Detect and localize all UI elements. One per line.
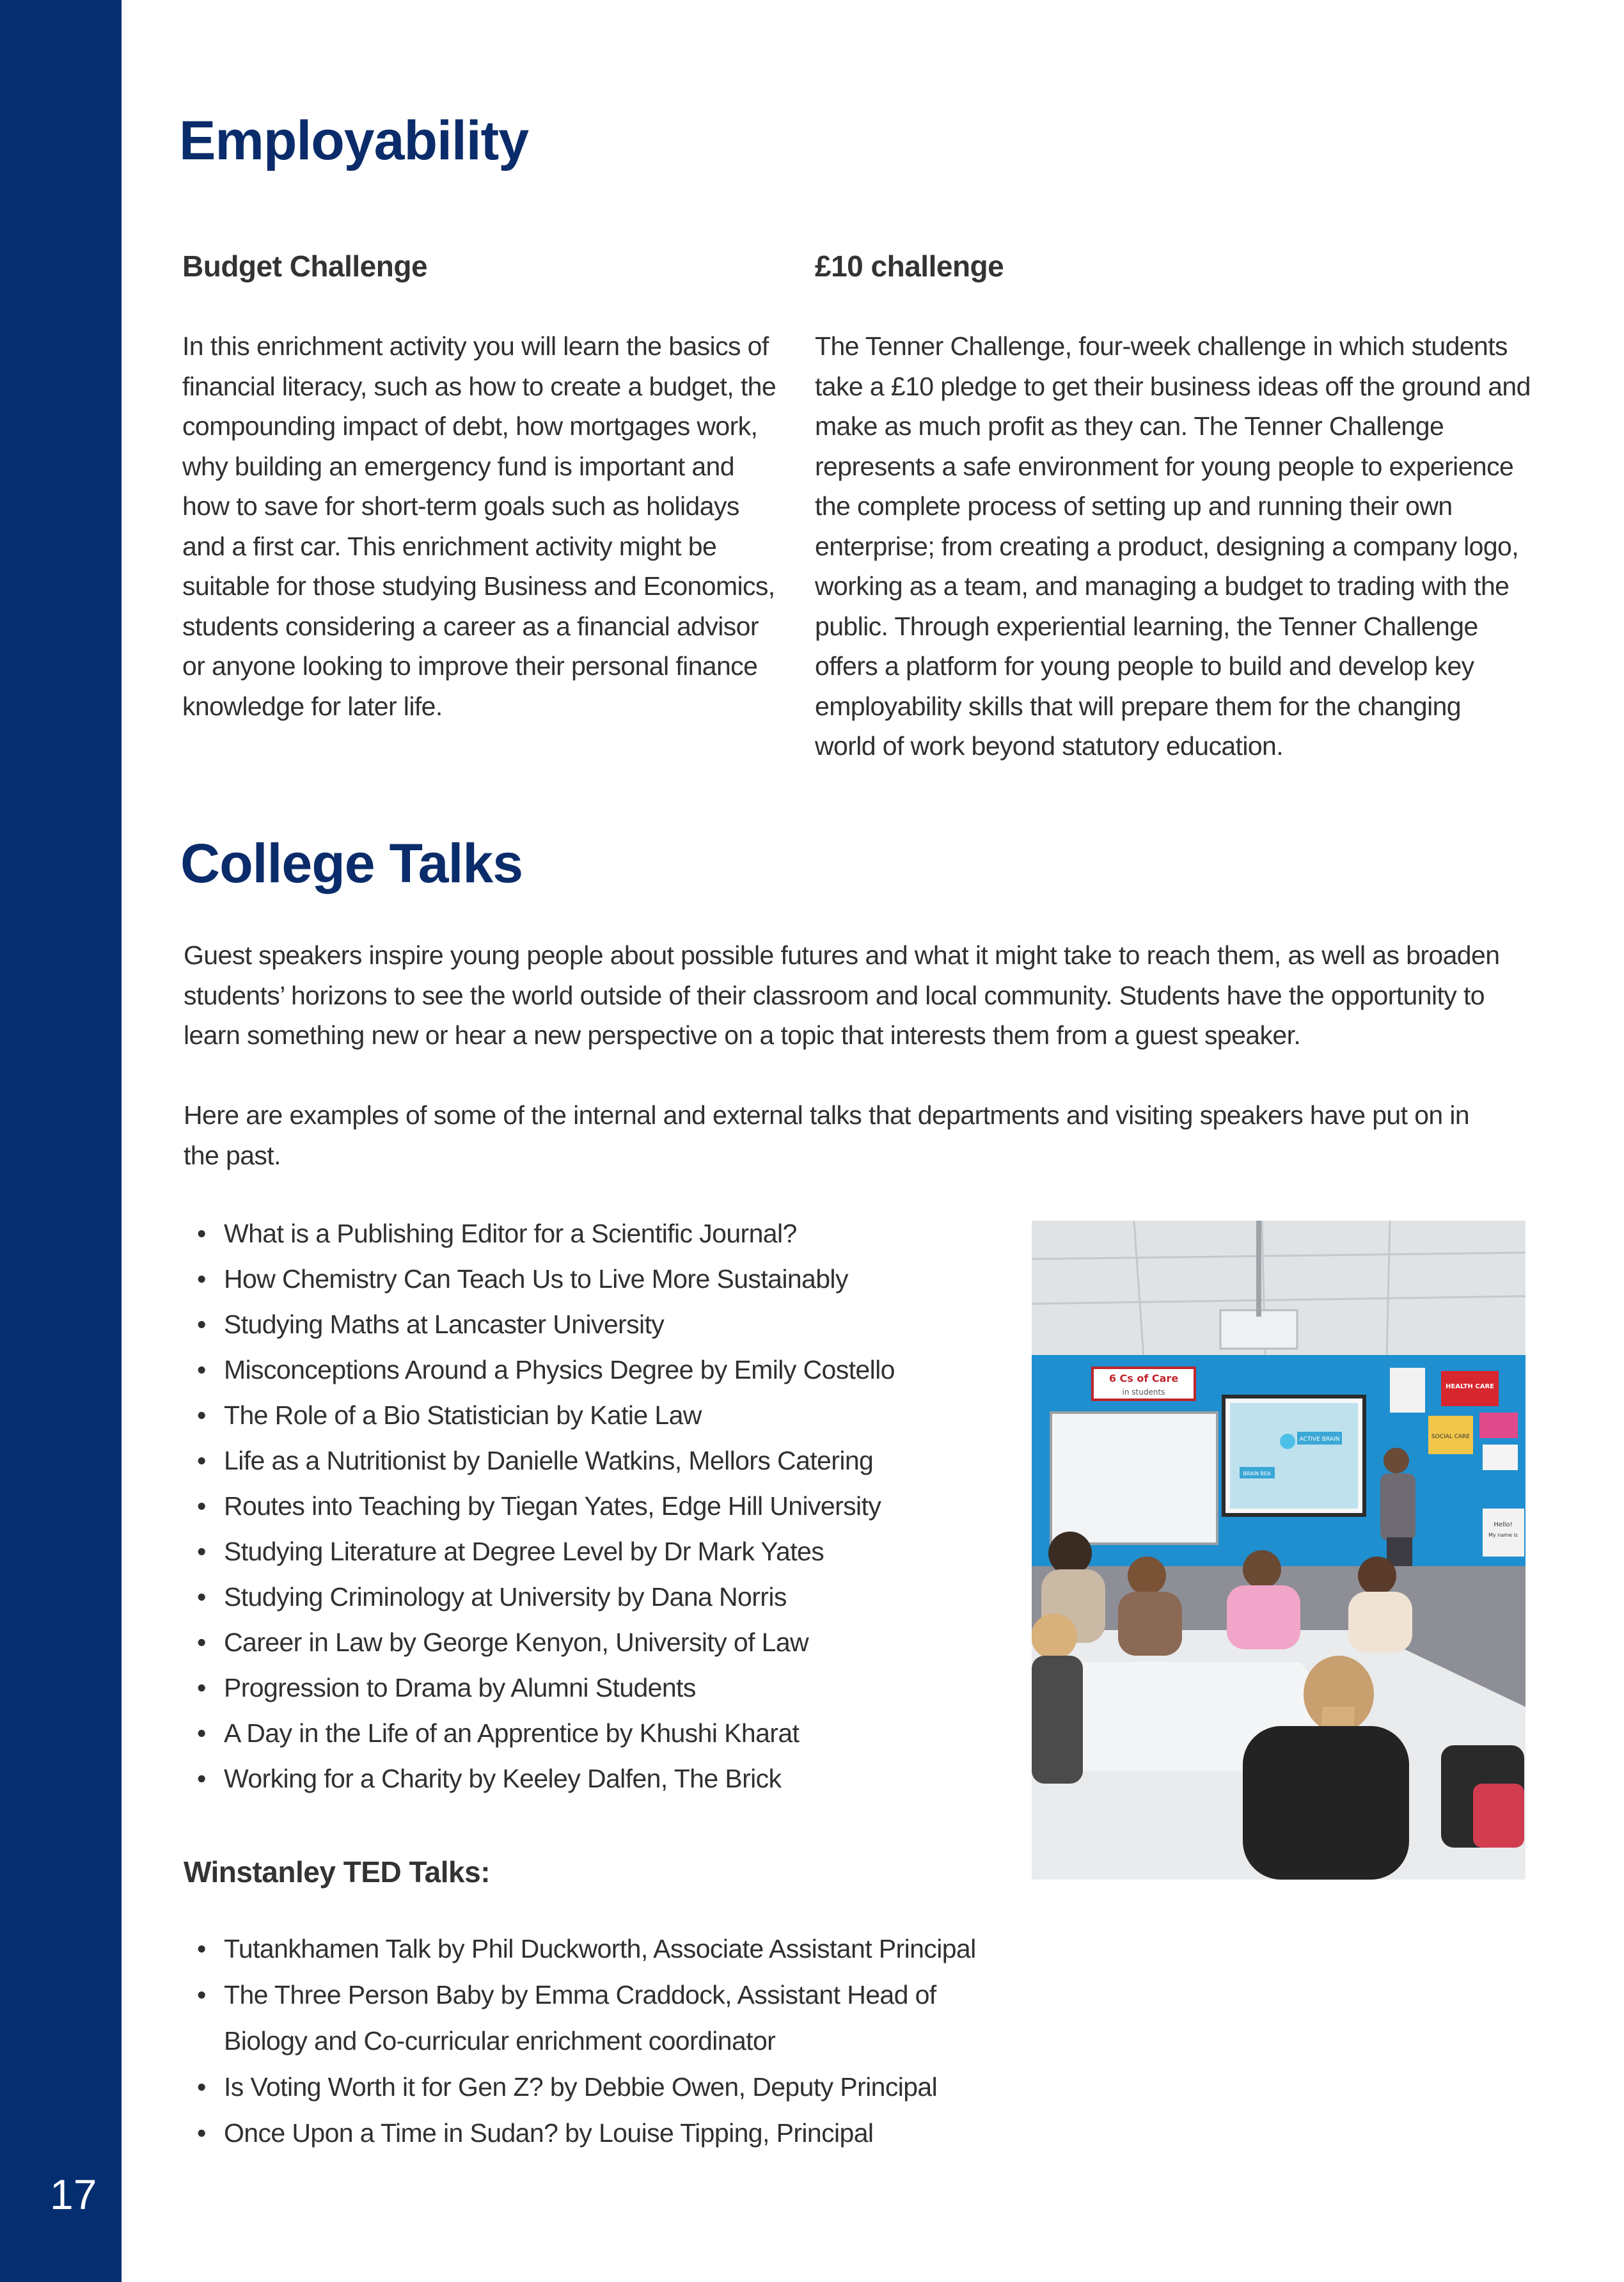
talks-list [185, 1211, 1017, 1802]
text-line: offers a platform for young people to build and develop key [815, 651, 1474, 681]
list-item: • Working for a Charity by Keeley Dalfen, The Brick [185, 1756, 1017, 1802]
text-line: learn something new or hear a new perspective on a topic that interests them from a guest speaker. [184, 1020, 1301, 1050]
list-item: • Studying Criminology at University by Dana Norris [185, 1574, 1017, 1620]
photo-slide-label-2: BRAIN BEA [1243, 1471, 1271, 1477]
college-talks-examples-intro [184, 1095, 1552, 1175]
text-line: why building an emergency fund is important and [182, 451, 734, 481]
college-talks-heading: College Talks [180, 833, 523, 894]
text-line: or anyone looking to improve their personal finance [182, 651, 758, 681]
text-line: suitable for those studying Business and Economics, [182, 571, 775, 601]
list-item: • A Day in the Life of an Apprentice by Khushi Kharat [185, 1711, 1017, 1756]
text-line: the past. [184, 1140, 281, 1170]
text-line: public. Through experiential learning, the Tenner Challenge [815, 611, 1478, 641]
text-line: employability skills that will prepare them for the changing [815, 691, 1462, 721]
text-line: In this enrichment activity you will learn the basics of [182, 331, 769, 361]
college-talks-intro [184, 935, 1552, 1056]
list-item: • Studying Literature at Degree Level by Dr Mark Yates [185, 1529, 1017, 1574]
tenner-challenge-text [815, 326, 1544, 766]
text-line: and a first car. This enrichment activity might be [182, 531, 717, 561]
list-item: • The Role of a Bio Statistician by Katie Law [185, 1393, 1017, 1438]
text-line: take a £10 pledge to get their business ideas off the ground and [815, 371, 1531, 401]
list-item: • Misconceptions Around a Physics Degree by Emily Costello [185, 1347, 1017, 1393]
list-item: • How Chemistry Can Teach Us to Live More Sustainably [185, 1256, 1017, 1302]
photo-hello-sign-2: My name is [1488, 1532, 1518, 1538]
list-item: • Once Upon a Time in Sudan? by Louise Tipping, Principal [185, 2110, 1030, 2156]
text-line: working as a team, and managing a budget to trading with the [815, 571, 1510, 601]
photo-board-title: 6 Cs of Care [1108, 1372, 1179, 1384]
text-line: students considering a career as a financial advisor [182, 611, 759, 641]
text-line: The Tenner Challenge, four-week challenge in which students [815, 331, 1508, 361]
text-line: the complete process of setting up and running their own [815, 491, 1453, 521]
list-item: • Career in Law by George Kenyon, University of Law [185, 1620, 1017, 1665]
budget-challenge-title: Budget Challenge [182, 250, 428, 283]
ted-talks-title: Winstanley TED Talks: [184, 1855, 491, 1889]
classroom-illustration [1032, 1221, 1525, 1880]
text-line: financial literacy, such as how to create a budget, the [182, 371, 777, 401]
text-line: enterprise; from creating a product, designing a company logo, [815, 531, 1519, 561]
list-item: • The Three Person Baby by Emma Craddock, Assistant Head of Biology and Co-curricular enrichment coordinator [185, 1972, 1030, 2064]
list-item: • Studying Maths at Lancaster University [185, 1302, 1017, 1347]
text-line: students’ horizons to see the world outside of their classroom and local community. Students have the opportunity to [184, 980, 1485, 1010]
photo-board-subtitle: in students [1122, 1388, 1165, 1397]
side-bar [0, 0, 122, 2282]
page-number: 17 [50, 2171, 97, 2218]
list-item: • Routes into Teaching by Tiegan Yates, Edge Hill University [185, 1484, 1017, 1529]
text-line: compounding impact of debt, how mortgages work, [182, 411, 758, 441]
text-line: represents a safe environment for young people to experience [815, 451, 1514, 481]
photo-health-sign: HEALTH CARE [1446, 1383, 1494, 1390]
photo-hello-sign: Hello! [1494, 1521, 1513, 1528]
text-line: Guest speakers inspire young people about possible futures and what it might take to reach them, as well as broaden [184, 940, 1500, 970]
photo-social-sign: SOCIAL CARE [1431, 1434, 1470, 1440]
ted-talks-list [185, 1926, 1030, 2156]
text-line: knowledge for later life. [182, 691, 443, 721]
classroom-talk-photo [1032, 1221, 1525, 1880]
employability-heading: Employability [179, 110, 529, 171]
photo-slide-label-1: ACTIVE BRAIN [1299, 1436, 1340, 1443]
tenner-challenge-title: £10 challenge [815, 250, 1004, 283]
list-item: • What is a Publishing Editor for a Scientific Journal? [185, 1211, 1017, 1256]
list-item: • Is Voting Worth it for Gen Z? by Debbie Owen, Deputy Principal [185, 2064, 1030, 2110]
list-item: • Progression to Drama by Alumni Students [185, 1665, 1017, 1711]
text-line: world of work beyond statutory education. [815, 731, 1284, 761]
text-line: Here are examples of some of the internal and external talks that departments and visiting speakers have put on in [184, 1100, 1470, 1130]
list-item: • Life as a Nutritionist by Danielle Watkins, Mellors Catering [185, 1438, 1017, 1484]
list-item: • Tutankhamen Talk by Phil Duckworth, Associate Assistant Principal [185, 1926, 1030, 1972]
text-line: how to save for short-term goals such as holidays [182, 491, 739, 521]
text-line: make as much profit as they can. The Tenner Challenge [815, 411, 1444, 441]
budget-challenge-text [182, 326, 796, 726]
